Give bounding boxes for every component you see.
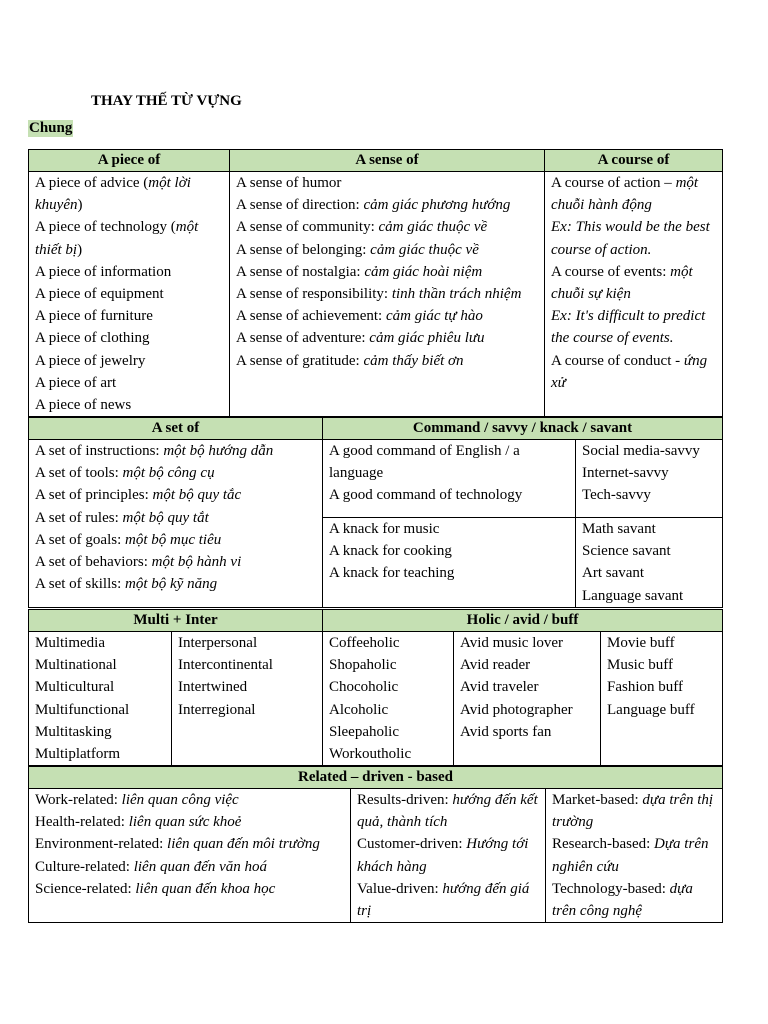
list-item: Avid photographer <box>460 701 573 718</box>
header-sense-of: A sense of <box>230 150 545 172</box>
cell-course-list <box>545 172 723 417</box>
translation-text: một thiết bị <box>35 219 199 258</box>
list-item: Math savant <box>582 521 656 537</box>
list-item: Avid sports fan <box>460 723 552 740</box>
term-text: A sense of adventure: <box>236 330 370 347</box>
cell-sense-list <box>230 172 545 417</box>
section-heading: Chung <box>29 120 73 136</box>
header-holic-avid-buff: Holic / avid / buff <box>323 610 723 632</box>
table-related-driven-based <box>28 766 723 923</box>
list-item <box>35 462 316 484</box>
list-item <box>236 305 538 327</box>
translation-text: hướng đến giá trị <box>357 880 530 920</box>
list-item <box>35 283 223 305</box>
term-text: A course of events: <box>551 263 671 280</box>
list-item <box>35 789 344 811</box>
header-command-savvy: Command / savvy / knack / savant <box>323 418 723 440</box>
cell-driven-list <box>351 789 546 923</box>
list-item <box>35 573 316 595</box>
table-multi-holic <box>28 609 723 766</box>
list-item: Language buff <box>607 701 695 718</box>
list-item <box>35 440 316 462</box>
term-text: Research-based: <box>552 836 655 853</box>
translation-text: một bộ công cụ <box>122 465 215 482</box>
list-item <box>236 194 538 216</box>
list-item: Multicultural <box>35 679 115 696</box>
list-item <box>35 507 316 529</box>
header-related-driven-based: Related – driven - based <box>29 767 723 789</box>
list-item <box>35 372 223 394</box>
term-text: A set of rules: <box>35 509 123 526</box>
term-text: A sense of direction: <box>236 197 364 214</box>
list-item: Avid reader <box>460 657 531 674</box>
term-text: A set of goals: <box>35 531 125 548</box>
list-item <box>35 529 316 551</box>
list-item <box>35 811 344 833</box>
list-item: Multiplatform <box>35 746 120 763</box>
translation-text: dựa trên thị trường <box>552 792 714 831</box>
term-text: Science-related: <box>35 880 136 897</box>
term-text: A piece of news <box>35 397 132 414</box>
list-item: Fashion buff <box>607 679 683 696</box>
translation-text: một bộ hướng dẫn <box>163 443 274 459</box>
term-text: A piece of information <box>35 263 172 280</box>
cell-multi-list <box>29 632 172 766</box>
term-text: ) <box>77 197 83 214</box>
translation-text: Dựa trên nghiên cứu <box>552 836 709 875</box>
translation-text: Ex: This would be the best course of action. <box>551 219 710 258</box>
list-item: Alcoholic <box>329 701 389 718</box>
list-item <box>357 833 539 877</box>
translation-text: một bộ quy tắt <box>122 509 209 526</box>
list-item <box>236 283 538 305</box>
list-item <box>236 350 538 372</box>
list-item <box>35 216 223 260</box>
term-text: Technology-based: <box>552 880 670 897</box>
list-item <box>551 172 716 216</box>
list-item: A good command of English / a language <box>329 443 520 482</box>
term-text: A piece of advice ( <box>35 175 149 191</box>
cell-avid-list <box>454 632 601 766</box>
translation-text: một bộ mục tiêu <box>125 531 222 548</box>
term-text: A set of instructions: <box>35 443 164 459</box>
term-text: A piece of art <box>35 374 117 391</box>
term-text: Customer-driven: <box>357 836 467 853</box>
translation-text: hướng đến kết quả, thành tích <box>357 792 538 831</box>
term-text: A piece of clothing <box>35 330 150 347</box>
translation-text: một chuỗi hành động <box>551 175 699 214</box>
list-item: Art savant <box>582 565 645 582</box>
translation-text: cảm giác hoài niệm <box>364 263 483 280</box>
list-item: Shopaholic <box>329 657 397 674</box>
list-item: Multitasking <box>35 723 112 740</box>
cell-inter-list <box>172 632 323 766</box>
list-item <box>35 261 223 283</box>
term-text: A sense of community: <box>236 219 379 236</box>
term-text: ) <box>77 241 83 258</box>
list-item <box>552 878 716 922</box>
term-text: Work-related: <box>35 792 122 808</box>
list-item: Internet-savvy <box>582 465 669 482</box>
list-item: Multimedia <box>35 635 105 651</box>
term-text: A sense of responsibility: <box>236 286 392 303</box>
cell-buff-list <box>601 632 723 766</box>
list-item: Movie buff <box>607 635 675 651</box>
table-piece-sense-course <box>28 149 723 417</box>
list-item <box>35 305 223 327</box>
list-item: Science savant <box>582 543 671 560</box>
translation-text: cảm giác phiêu lưu <box>369 330 485 347</box>
list-item: Multinational <box>35 657 117 674</box>
list-item <box>552 789 716 833</box>
term-text: A set of behaviors: <box>35 554 152 571</box>
cell-knack-list <box>323 518 576 608</box>
term-text: A set of tools: <box>35 465 123 482</box>
term-text: A course of conduct - <box>551 352 684 369</box>
translation-text: cảm giác thuộc về <box>370 241 479 258</box>
list-item: Interregional <box>178 701 256 718</box>
list-item: Tech-savvy <box>582 487 651 504</box>
list-item <box>236 172 538 194</box>
list-item: Workoutholic <box>329 746 412 763</box>
translation-text: liên quan công việc <box>121 792 239 808</box>
translation-text: một lời khuyên <box>35 175 191 214</box>
list-item <box>35 878 344 900</box>
translation-text: tinh thần trách nhiệm <box>391 286 522 303</box>
list-item: A good command of technology <box>329 487 523 504</box>
table-set-command <box>28 417 723 608</box>
list-item <box>35 551 316 573</box>
list-item <box>552 833 716 877</box>
term-text: A piece of technology ( <box>35 219 176 236</box>
translation-text: ứng xử <box>551 352 708 391</box>
list-item <box>35 484 316 506</box>
page-title: THAY THẾ TỪ VỰNG <box>91 93 242 109</box>
list-item: Coffeeholic <box>329 635 400 651</box>
list-item <box>35 172 223 216</box>
translation-text: liên quan đến văn hoá <box>133 858 268 875</box>
translation-text: cảm giác thuộc về <box>378 219 488 236</box>
header-course-of: A course of <box>545 150 723 172</box>
header-set-of: A set of <box>29 418 323 440</box>
translation-text: Ex: It's difficult to predict the course of events. <box>551 308 706 347</box>
term-text: A sense of achievement: <box>236 308 386 325</box>
translation-text: liên quan đến môi trường <box>167 836 320 853</box>
list-item: Sleepaholic <box>329 723 399 740</box>
term-text: A course of action – <box>551 175 676 191</box>
translation-text: liên quan đến khoa học <box>135 880 276 897</box>
list-item <box>35 327 223 349</box>
term-text: A piece of furniture <box>35 308 153 325</box>
list-item: Music buff <box>607 657 673 674</box>
list-item <box>35 350 223 372</box>
list-item <box>551 216 716 260</box>
list-item <box>551 350 716 394</box>
list-item <box>551 261 716 305</box>
translation-text: một chuỗi sự kiện <box>551 263 693 303</box>
term-text: A piece of equipment <box>35 286 164 303</box>
list-item: Avid music lover <box>460 635 564 651</box>
list-item <box>551 305 716 349</box>
header-piece-of: A piece of <box>29 150 230 172</box>
term-text: A set of principles: <box>35 487 153 504</box>
term-text: A sense of nostalgia: <box>236 263 365 280</box>
list-item <box>35 856 344 878</box>
term-text: Environment-related: <box>35 836 168 853</box>
list-item: Language savant <box>582 587 684 604</box>
list-item: Social media-savvy <box>582 443 700 459</box>
term-text: Culture-related: <box>35 858 134 875</box>
list-item <box>357 878 539 922</box>
translation-text: cảm giác phương hướng <box>363 197 511 214</box>
cell-piece-list <box>29 172 230 417</box>
term-text: A set of skills: <box>35 576 126 593</box>
header-multi-inter: Multi + Inter <box>29 610 323 632</box>
term-text: A piece of jewelry <box>35 352 146 369</box>
translation-text: dựa trên công nghệ <box>552 880 693 920</box>
list-item <box>236 327 538 349</box>
cell-savant-list <box>576 518 723 608</box>
list-item: Multifunctional <box>35 701 130 718</box>
cell-based-list <box>546 789 723 923</box>
list-item: A knack for teaching <box>329 565 455 582</box>
list-item <box>35 394 223 416</box>
translation-text: một bộ hành vi <box>151 554 242 571</box>
list-item <box>236 216 538 238</box>
list-item <box>236 261 538 283</box>
term-text: Value-driven: <box>357 880 443 897</box>
translation-text: cảm thấy biết ơn <box>363 352 464 369</box>
list-item <box>35 833 344 855</box>
list-item: Interpersonal <box>178 635 258 651</box>
list-item <box>357 789 539 833</box>
cell-command-list <box>323 440 576 518</box>
translation-text: một bộ kỹ năng <box>125 576 218 593</box>
cell-savvy-list <box>576 440 723 518</box>
list-item: Intercontinental <box>178 657 273 674</box>
term-text: A sense of belonging: <box>236 241 371 258</box>
list-item: Intertwined <box>178 679 248 696</box>
translation-text: liên quan sức khoẻ <box>128 814 242 831</box>
list-item: A knack for music <box>329 521 440 537</box>
translation-text: Hướng tới khách hàng <box>357 836 529 875</box>
translation-text: một bộ quy tắc <box>152 487 242 504</box>
list-item <box>236 239 538 261</box>
list-item: Chocoholic <box>329 679 399 696</box>
cell-holic-list <box>323 632 454 766</box>
cell-set-list <box>29 440 323 608</box>
list-item: Avid traveler <box>460 679 539 696</box>
term-text: A sense of humor <box>236 175 342 191</box>
term-text: A sense of gratitude: <box>236 352 364 369</box>
cell-related-list <box>29 789 351 923</box>
translation-text: cảm giác tự hào <box>385 308 483 325</box>
term-text: Results-driven: <box>357 792 453 808</box>
term-text: Market-based: <box>552 792 643 808</box>
term-text: Health-related: <box>35 814 129 831</box>
list-item: A knack for cooking <box>329 543 452 560</box>
